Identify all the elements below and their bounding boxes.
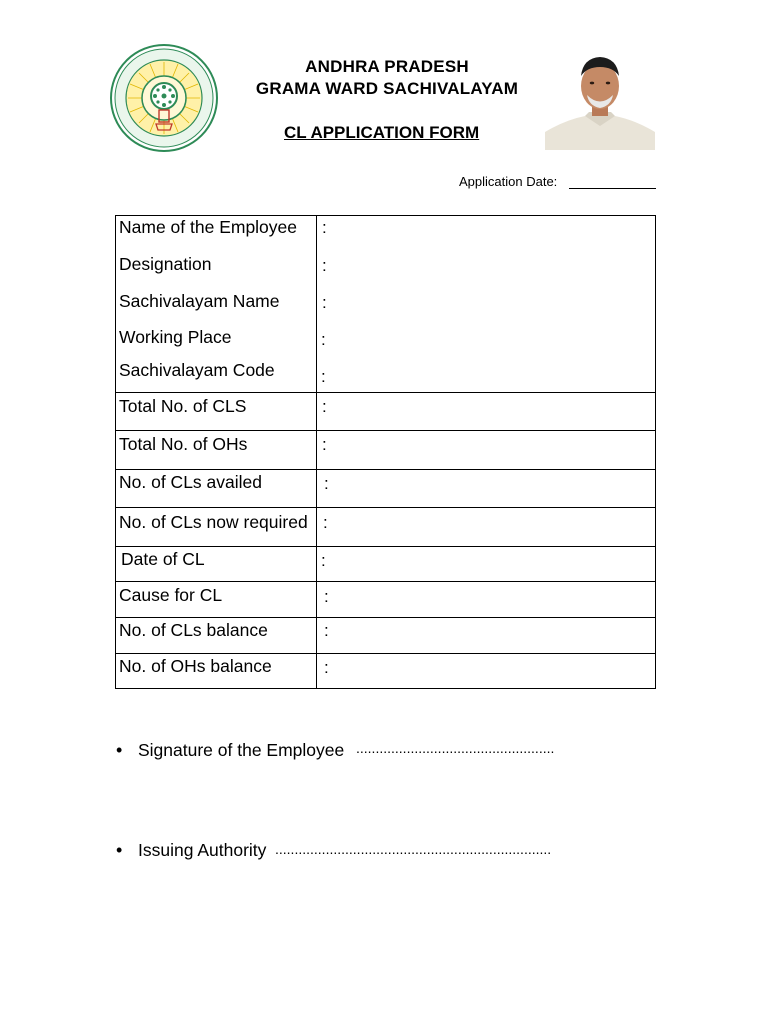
row-divider <box>116 546 655 547</box>
application-date-label: Application Date: <box>459 174 558 189</box>
field-input-designation[interactable]: : <box>322 256 327 275</box>
row-divider <box>116 392 655 393</box>
application-date-field[interactable] <box>569 188 656 189</box>
field-label-date-of-cl: Date of CL <box>121 549 205 569</box>
field-input-total-ohs[interactable]: : <box>322 435 327 454</box>
field-label-employee-name: Name of the Employee <box>119 217 298 237</box>
department-heading: GRAMA WARD SACHIVALAYAM <box>255 79 519 98</box>
employee-details-table <box>115 215 656 689</box>
field-input-cause-for-cl[interactable]: : <box>324 587 329 606</box>
field-label-cls-required: No. of CLs now required <box>119 512 308 532</box>
issuing-authority-line[interactable]: ....................................................................... <box>275 841 552 857</box>
field-label-total-cls: Total No. of CLS <box>119 396 247 416</box>
chief-minister-portrait <box>545 50 655 150</box>
field-input-total-cls[interactable]: : <box>322 397 327 416</box>
andhra-pradesh-seal <box>108 40 220 164</box>
field-label-cls-availed: No. of CLs availed <box>119 472 262 492</box>
field-label-sachivalayam-name: Sachivalayam Name <box>119 291 280 311</box>
employee-signature-label: Signature of the Employee <box>138 740 345 760</box>
bullet-icon: • <box>116 740 123 760</box>
employee-signature-line[interactable]: ................................................... <box>356 740 555 756</box>
field-label-working-place: Working Place <box>119 327 232 347</box>
row-divider <box>116 617 655 618</box>
row-divider <box>116 653 655 654</box>
field-input-cls-availed[interactable]: : <box>324 474 329 493</box>
issuing-authority-label: Issuing Authority <box>138 840 267 860</box>
field-label-ohs-balance: No. of OHs balance <box>119 656 272 676</box>
row-divider <box>116 581 655 582</box>
field-input-sachivalayam-name[interactable]: : <box>322 293 327 312</box>
field-input-working-place[interactable]: : <box>321 330 326 349</box>
form-title: CL APPLICATION FORM <box>284 123 480 142</box>
field-input-ohs-balance[interactable]: : <box>324 658 329 677</box>
field-input-cls-required[interactable]: : <box>323 513 328 532</box>
field-input-sachivalayam-code[interactable]: : <box>321 367 326 386</box>
field-label-sachivalayam-code: Sachivalayam Code <box>119 360 275 380</box>
field-label-cause-for-cl: Cause for CL <box>119 585 223 605</box>
state-name-heading: ANDHRA PRADESH <box>305 57 469 76</box>
field-input-date-of-cl[interactable]: : <box>321 551 326 570</box>
field-input-employee-name[interactable]: : <box>322 218 327 237</box>
field-input-cls-balance[interactable]: : <box>324 621 329 640</box>
row-divider <box>116 430 655 431</box>
bullet-icon: • <box>116 840 123 860</box>
field-label-cls-balance: No. of CLs balance <box>119 620 268 640</box>
row-divider <box>116 469 655 470</box>
row-divider <box>116 507 655 508</box>
field-label-total-ohs: Total No. of OHs <box>119 434 248 454</box>
field-label-designation: Designation <box>119 254 212 274</box>
